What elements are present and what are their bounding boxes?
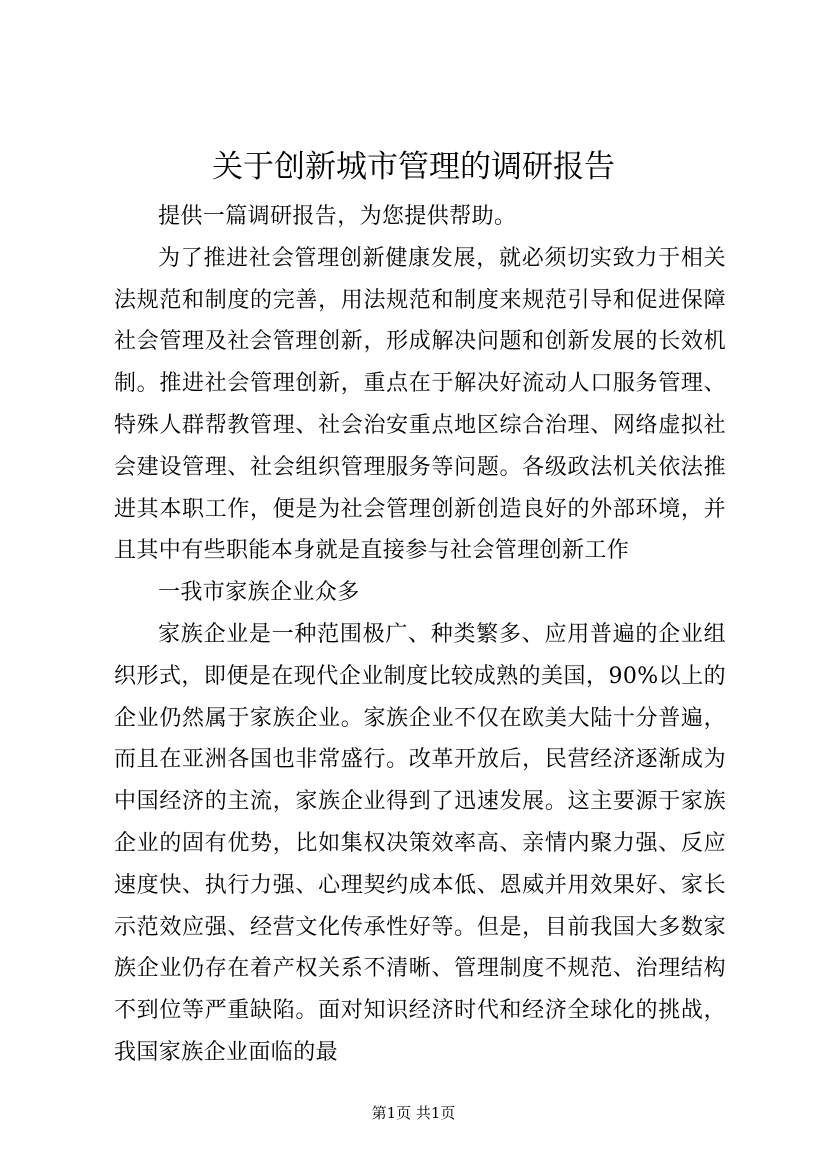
paragraph-intro: 提供一篇调研报告，为您提供帮助。 <box>158 204 517 229</box>
paragraph-family-enterprise: 家族企业是一种范围极广、种类繁多、应用普遍的企业组织形式，即便是在现代企业制度比较成熟的美国，90%以上的企业仍然属于家族企业。家族企业不仅在欧美大陆十分普遍，而且在亚洲各国也非常盛行。改革开放后，民营经济逐渐成为中国经济的主流，家族企业得到了迅速发展。这主要源于家族企业的固有优势，比如集权决策效率高、亲情内聚力强、反应速度快、执行力强、心理契约成本低、恩威并用效果好、家长示范效应强、经营文化传承性好等。但是，目前我国大多数家族企业仍存在着产权关系不清晰、管理制度不规范、治理结构不到位等严重缺陷。面对知识经济时代和经济全球化的挑战，我国家族企业面临的最 <box>114 621 726 1065</box>
page-footer: 第1页 共1页 <box>371 1104 456 1122</box>
section-heading: 一我市家族企业众多 <box>158 580 360 606</box>
paragraph-social-management: 为了推进社会管理创新健康发展，就必须切实致力于相关法规范和制度的完善，用法规范和制度来规范引导和促进保障社会管理及社会管理创新，形成解决问题和创新发展的长效机制。推进社会管理创新，重点在于解决好流动人口服务管理、特殊人群帮教管理、社会治安重点地区综合治理、网络虚拟社会建设管理、社会组织管理服务等问题。各级政法机关依法推进其本职工作，便是为社会管理创新创造良好的外部环境，并且其中有些职能本身就是直接参与社会管理创新工作 <box>114 245 726 564</box>
document-body <box>114 196 726 1074</box>
document-title: 关于创新城市管理的调研报告 <box>212 149 615 185</box>
